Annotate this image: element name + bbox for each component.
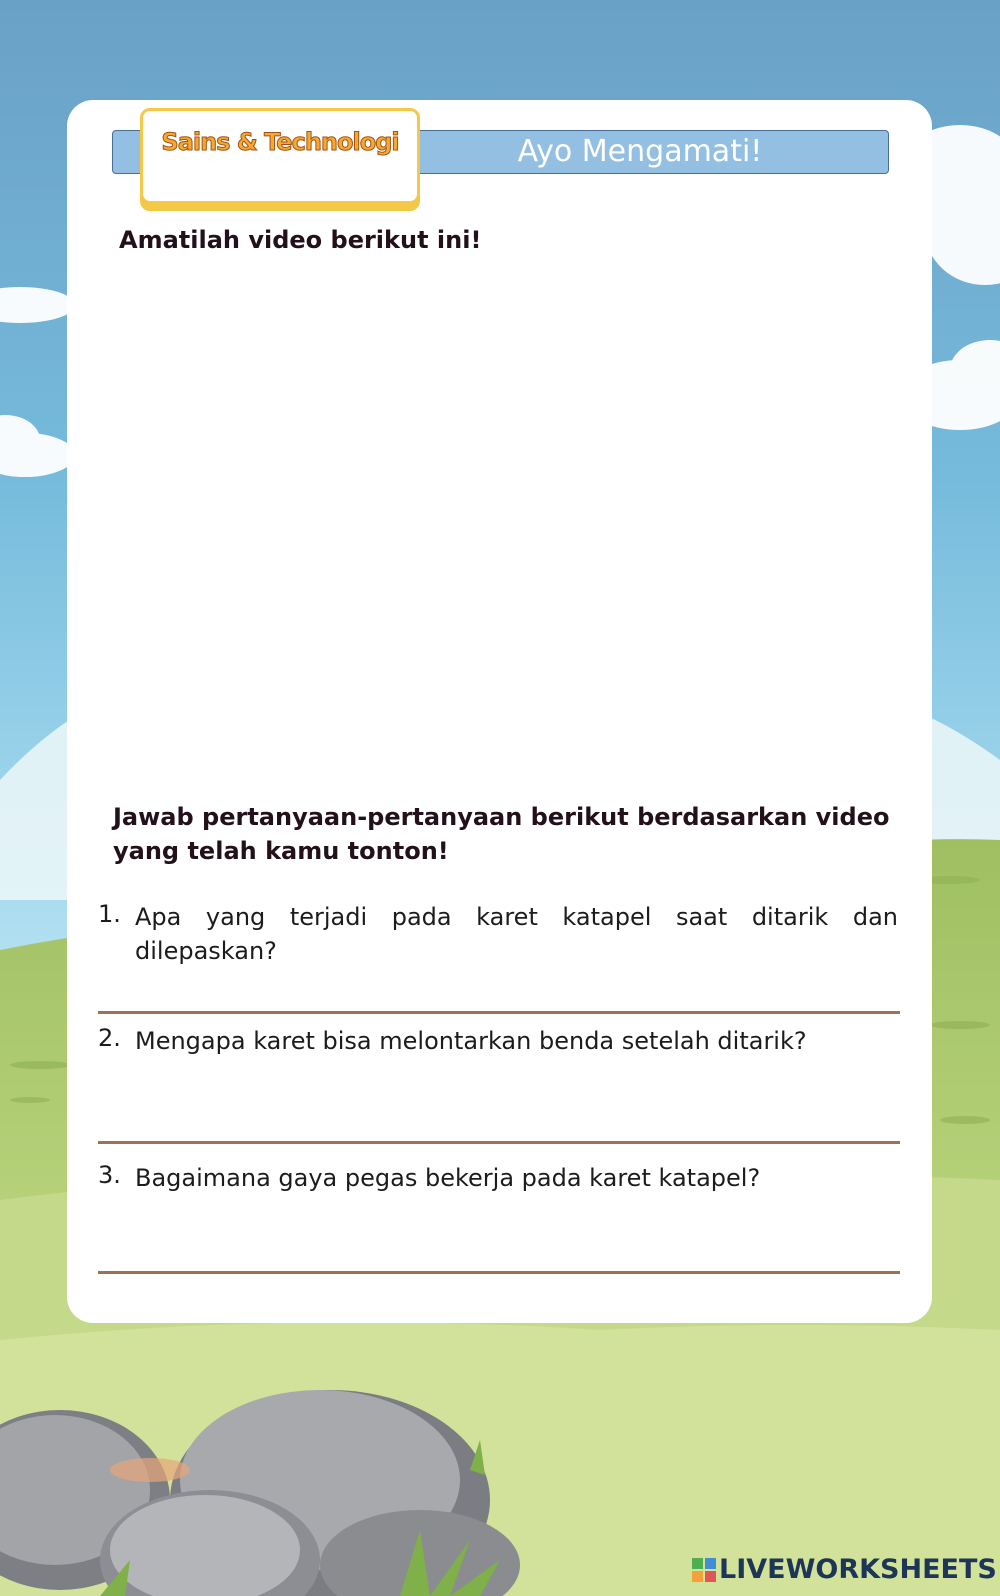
answer-line-2[interactable] xyxy=(98,1141,900,1144)
question-1 xyxy=(98,900,898,968)
banner-title: Ayo Mengamati! xyxy=(517,134,763,169)
question-number: 1. xyxy=(98,900,121,928)
liveworksheets-logo-icon xyxy=(692,1558,716,1582)
video-embed-area[interactable] xyxy=(118,272,898,752)
question-text: Bagaimana gaya pegas bekerja pada karet katapel? xyxy=(135,1164,761,1192)
questions-intro: Jawab pertanyaan-pertanyaan berikut berdasarkan video yang telah kamu tonton! xyxy=(113,803,890,865)
instruction-text: Amatilah video berikut ini! xyxy=(119,226,482,254)
subject-tag-label: Sains & Technologi xyxy=(161,128,399,156)
question-2 xyxy=(98,1024,898,1058)
brand-text: LIVEWORKSHEETS xyxy=(719,1554,997,1585)
question-number: 3. xyxy=(98,1161,121,1189)
answer-line-1[interactable] xyxy=(98,1011,900,1014)
answer-line-3[interactable] xyxy=(98,1271,900,1274)
question-3 xyxy=(98,1161,898,1195)
subject-tag xyxy=(140,108,420,204)
liveworksheets-brand[interactable] xyxy=(692,1554,997,1585)
question-text: Apa yang terjadi pada karet katapel saat ditarik dan dilepaskan? xyxy=(135,903,898,965)
question-text: Mengapa karet bisa melontarkan benda setelah ditarik? xyxy=(135,1027,807,1055)
question-number: 2. xyxy=(98,1024,121,1052)
